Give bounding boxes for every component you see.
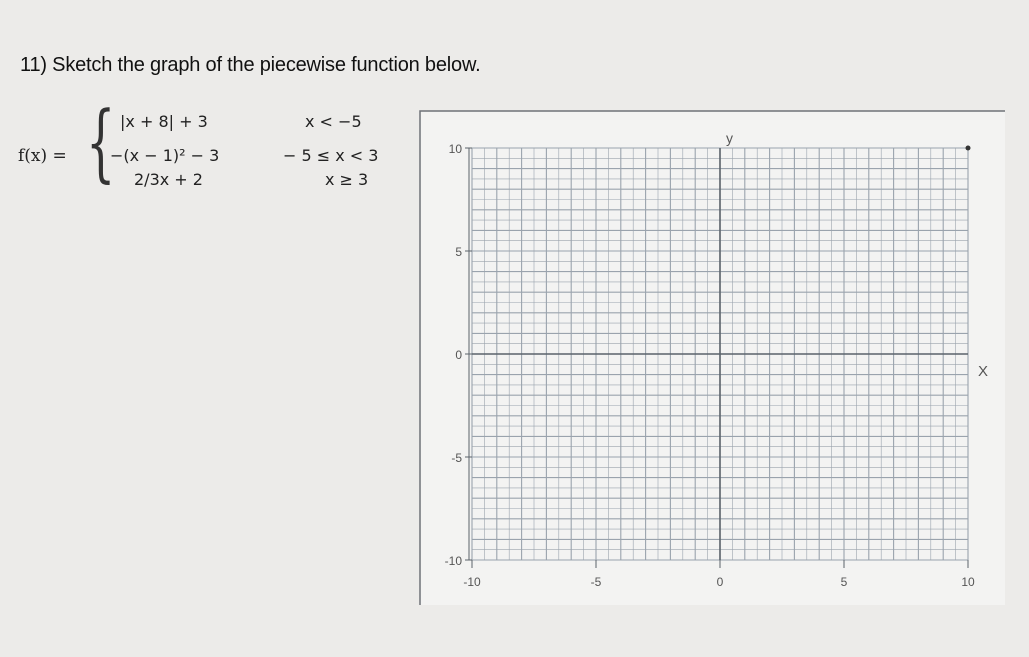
x-tick-label: -10 xyxy=(463,575,481,589)
piece-1-expression: |x + 8| + 3 xyxy=(120,112,208,131)
y-tick-label: 0 xyxy=(455,348,462,362)
y-tick-label: 10 xyxy=(448,142,462,156)
x-tick-label: 10 xyxy=(961,575,975,589)
y-tick-label: 5 xyxy=(455,245,462,259)
grid-background xyxy=(420,111,1005,605)
piece-3-expression: 2/3x + 2 xyxy=(134,170,203,189)
corner-dot xyxy=(966,146,971,151)
y-tick-label: -5 xyxy=(451,451,462,465)
piece-3-condition: x ≥ 3 xyxy=(325,170,369,189)
y-axis-label: y xyxy=(726,130,733,146)
piece-1-condition: x < −5 xyxy=(305,112,362,131)
left-brace: { xyxy=(86,93,116,191)
x-tick-label: 5 xyxy=(840,575,848,589)
x-axis-label: X xyxy=(978,363,989,380)
piece-2-expression: −(x − 1)² − 3 xyxy=(110,146,220,165)
grid-svg[interactable] xyxy=(410,105,1005,605)
x-tick-label: -5 xyxy=(590,575,602,589)
piece-2-condition: − 5 ≤ x < 3 xyxy=(283,146,379,165)
function-label: f(x) = xyxy=(18,146,67,166)
coordinate-grid[interactable] xyxy=(410,105,1005,605)
x-tick-label: 0 xyxy=(716,575,724,589)
y-tick-label: -10 xyxy=(444,554,462,568)
question-text: 11) Sketch the graph of the piecewise function below. xyxy=(20,54,481,76)
